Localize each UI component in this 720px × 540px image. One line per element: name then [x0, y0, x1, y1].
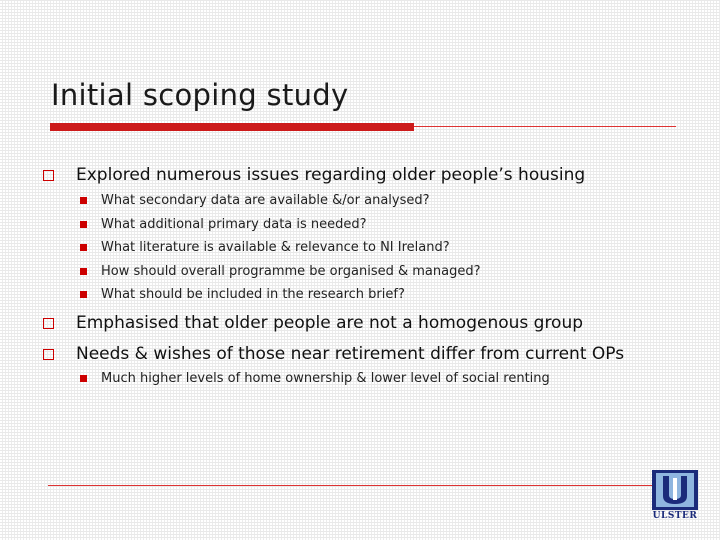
square-bullet-icon [80, 197, 87, 204]
bullet-item [43, 165, 585, 185]
sub-bullet-text: What additional primary data is needed? [101, 217, 367, 232]
hollow-square-bullet-icon [43, 318, 54, 329]
hollow-square-bullet-icon [43, 170, 54, 181]
bullet-text: Needs & wishes of those near retirement differ from current OPs [76, 344, 625, 364]
sub-bullet-item [80, 287, 405, 302]
bullet-text: Explored numerous issues regarding older people’s housing [76, 165, 586, 185]
bullet-item [43, 313, 583, 333]
sub-bullet-item [80, 264, 480, 279]
slide-title: Initial scoping study [51, 78, 349, 112]
footer-rule [48, 485, 654, 486]
hollow-square-bullet-icon [43, 349, 54, 360]
square-bullet-icon [80, 221, 87, 228]
bullet-item [43, 344, 624, 364]
square-bullet-icon [80, 268, 87, 275]
sub-bullet-text: How should overall programme be organised & managed? [101, 264, 481, 279]
title-underline-line [414, 126, 676, 127]
sub-bullet-item [80, 371, 550, 386]
sub-bullet-text: Much higher levels of home ownership & lower level of social renting [101, 371, 550, 386]
logo-wordmark: ULSTER [652, 511, 698, 521]
square-bullet-icon [80, 244, 87, 251]
bullet-text: Emphasised that older people are not a homogenous group [76, 313, 584, 333]
square-bullet-icon [80, 291, 87, 298]
sub-bullet-text: What should be included in the research brief? [101, 287, 405, 302]
sub-bullet-item [80, 217, 367, 232]
sub-bullet-text: What literature is available & relevance to NI Ireland? [101, 240, 450, 255]
sub-bullet-item [80, 193, 430, 208]
sub-bullet-text: What secondary data are available &/or analysed? [101, 193, 430, 208]
square-bullet-icon [80, 375, 87, 382]
title-underline-bar [50, 123, 414, 131]
sub-bullet-item [80, 240, 450, 255]
